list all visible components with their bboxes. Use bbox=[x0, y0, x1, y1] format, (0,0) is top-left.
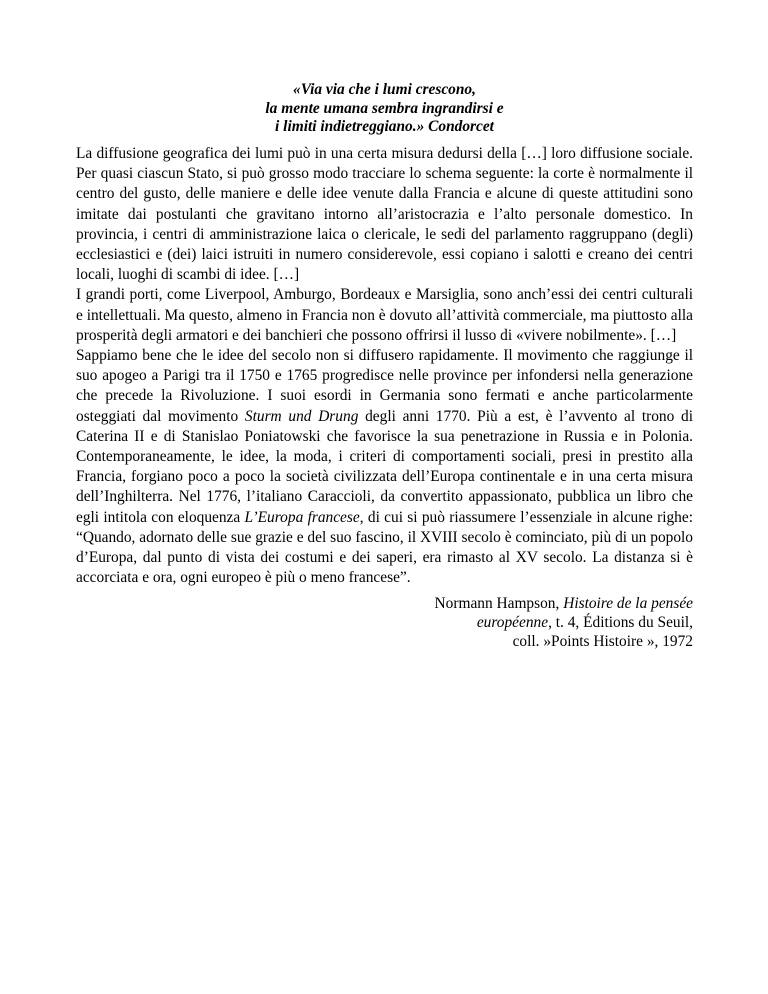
paragraph-3-part-a: Sappiamo bene che le idee del secolo non si diffusero rapidamente. Il movimento che raggiunge il suo apogeo a Parigi tra il 1750 e 1765 progredisce nelle province per infondersi nella generazione che precede la Rivoluzione. I suoi esordi in Germania sono fermati e anche particolarmente osteggiati dal movimento bbox=[76, 347, 693, 425]
citation-line-3: coll. »Points Histoire », 1972 bbox=[512, 633, 693, 650]
citation-author: Normann Hampson, bbox=[434, 595, 564, 612]
source-citation bbox=[293, 594, 693, 651]
italic-sturm-und-drung: Sturm und Drung bbox=[244, 407, 359, 425]
paragraph-3-part-c: , di cui si può riassumere l’essenziale in alcune righe: “Quando, adornato delle sue grazie e del suo fascino, il XVIII secolo è cominciato, più di un popolo d’Europa, dal punto di vista dei costumi e dei saperi, era rimasto al XV secolo. La distanza si è accorciata e ora, ogni europeo è più o meno francese”. bbox=[76, 508, 693, 587]
paragraph-1: La diffusione geografica dei lumi può in una certa misura dedursi della […] loro diffusione sociale. Per quasi ciascun Stato, si può grosso modo tracciare lo schema seguente: la corte è normalmente il centro del gusto, delle maniere e delle idee venute dalla Francia e alcune di queste attitudini sono imitate dai postulanti che gravitano intorno all’aristocrazia e l’alto personale domestico. In provincia, i centri di amministrazione laica o clericale, le sedi del parlamento raggruppano (degli) ecclesiastici e (dei) laici istruiti in numero considerevole, essi copiano i salotti e creano dei centri locali, luoghi di scambi di idee. […] bbox=[76, 145, 693, 284]
paragraph-2: I grandi porti, come Liverpool, Amburgo, Bordeaux e Marsiglia, sono anch’essi dei centri culturali e intellettuali. Ma questo, almeno in Francia non è dovuto all’attività commerciale, ma piuttosto alla prosperità degli armatori e dei banchieri che possono offrirsi il lusso di «vivere nobilmente». […] bbox=[76, 286, 693, 344]
paragraph-3 bbox=[76, 346, 693, 588]
epigraph-line-2: la mente umana sembra ingrandirsi e bbox=[265, 99, 504, 117]
citation-line-2 bbox=[293, 613, 693, 632]
epigraph-quote bbox=[76, 81, 693, 137]
epigraph-line-3: i limiti indietreggiano.» Condorcet bbox=[275, 118, 494, 136]
paragraph-3-part-b: degli anni 1770. Più a est, è l’avvento al trono di Caterina II e di Stanislao Poniatowski che favorisce la sua penetrazione in Russia e in Polonia. Contemporaneamente, le idee, la moda, i criteri di comportamenti sociali, presi in prestito alla Francia, forgiano poco a poco la società civilizzata dell’Europa continentale e in una certa misura dell’Inghilterra. Nel 1776, l’italiano Caraccioli, da convertito appassionato, pubblica un libro che egli intitola con eloquenza bbox=[76, 407, 693, 526]
citation-line-1 bbox=[293, 594, 693, 613]
citation-title-part-2: européenne bbox=[476, 614, 549, 631]
body-text bbox=[76, 144, 693, 588]
italic-europa-francese: L’Europa francese bbox=[244, 508, 360, 526]
epigraph-line-1: «Via via che i lumi crescono, bbox=[293, 81, 476, 98]
citation-publisher: , t. 4, Éditions du Seuil, bbox=[548, 614, 693, 631]
citation-title-part-1: Histoire de la pensée bbox=[563, 595, 693, 612]
